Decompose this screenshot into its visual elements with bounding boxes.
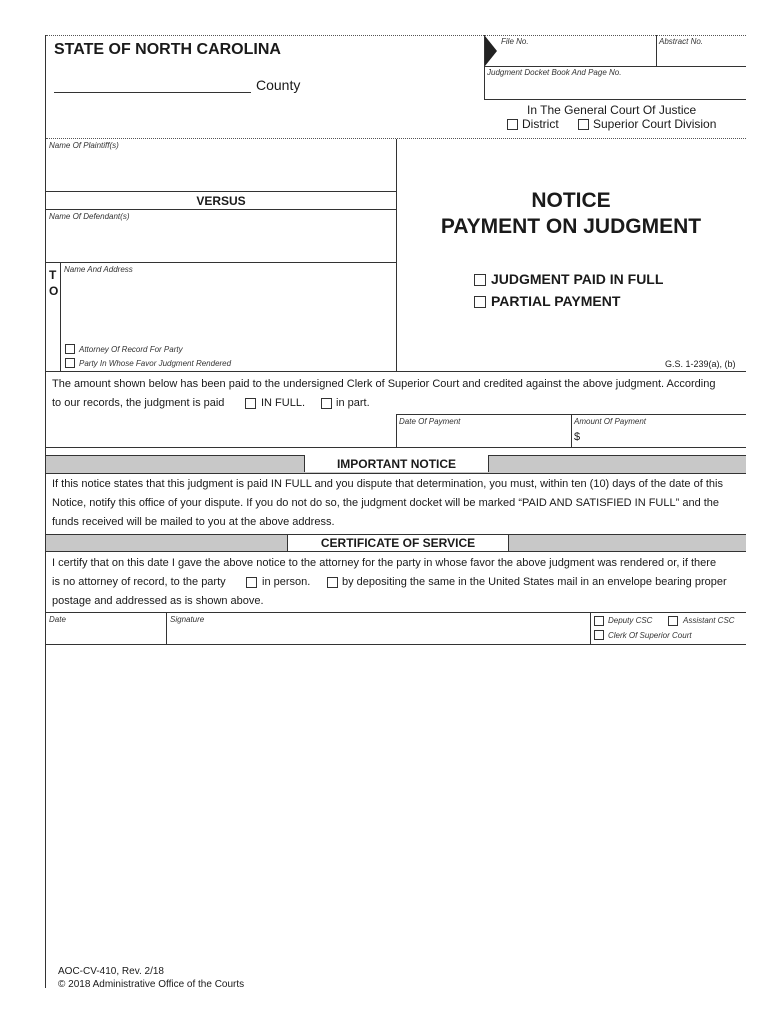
to-divider xyxy=(60,263,61,371)
to-letter-o: O xyxy=(49,284,59,298)
abstract-no-label: Abstract No. xyxy=(659,37,704,46)
notice-title: NOTICE xyxy=(531,189,611,212)
judgment-docket-label: Judgment Docket Book And Page No. xyxy=(487,68,622,77)
plaintiff-label: Name Of Plaintiff(s) xyxy=(49,141,119,150)
deputy-csc-label: Deputy CSC xyxy=(608,616,653,625)
versus-bottom xyxy=(46,209,396,210)
defendant-field[interactable] xyxy=(49,223,393,259)
paid-in-full-label: JUDGMENT PAID IN FULL xyxy=(491,271,664,287)
payment-fields-mid xyxy=(571,414,572,447)
amount-of-payment-label: Amount Of Payment xyxy=(574,417,647,426)
superior-label: Superior Court Division xyxy=(593,117,717,131)
in-part-checkbox[interactable] xyxy=(321,398,332,409)
county-line xyxy=(54,92,251,93)
service-date-field[interactable] xyxy=(49,626,163,642)
important-heading: IMPORTANT NOTICE xyxy=(304,455,489,472)
in-person-label: in person. xyxy=(262,576,311,588)
important-line-3: funds received will be mailed to you at the above address. xyxy=(52,516,335,528)
defendant-label: Name Of Defendant(s) xyxy=(49,212,130,221)
payment-paid-prefix: to our records, the judgment is paid xyxy=(52,397,225,409)
certificate-line-2-prefix: is no attorney of record, to the party xyxy=(52,576,226,588)
paid-in-full-checkbox[interactable] xyxy=(474,274,486,286)
signature-divider-2 xyxy=(590,612,591,644)
corner-triangle-icon xyxy=(485,36,497,66)
assistant-csc-label: Assistant CSC xyxy=(683,616,735,625)
versus-label: VERSUS xyxy=(196,194,246,208)
attorney-checkbox[interactable] xyxy=(65,344,75,354)
left-border xyxy=(45,35,46,988)
abstract-box-left xyxy=(656,35,657,66)
in-full-checkbox[interactable] xyxy=(245,398,256,409)
assistant-csc-checkbox[interactable] xyxy=(668,616,678,626)
court-name: In The General Court Of Justice xyxy=(527,103,697,117)
abstract-no-field[interactable] xyxy=(659,48,744,64)
defendant-bottom xyxy=(46,262,396,263)
clerk-checkbox[interactable] xyxy=(594,630,604,640)
name-address-field[interactable] xyxy=(64,277,392,339)
certificate-line-1: I certify that on this date I gave the above notice to the attorney for the party in whose favor the above judgment was rendered or, if there xyxy=(52,557,717,569)
plaintiff-bottom xyxy=(46,191,396,192)
partial-payment-label: PARTIAL PAYMENT xyxy=(491,293,621,309)
file-no-label: File No. xyxy=(501,37,529,46)
certificate-heading: CERTIFICATE OF SERVICE xyxy=(287,535,509,551)
payment-fields-left xyxy=(396,414,397,447)
in-person-checkbox[interactable] xyxy=(246,577,257,588)
date-of-payment-field[interactable] xyxy=(399,429,567,445)
superior-checkbox[interactable] xyxy=(578,119,589,130)
copyright: © 2018 Administrative Office of the Courts xyxy=(58,979,245,990)
by-mail-label: by depositing the same in the United States mail in an envelope bearing proper xyxy=(342,576,727,588)
important-line-2: Notice, notify this office of your dispute. If you do not do so, the judgment docket will be marked “PAID AND SATISFIED IN FULL” and the xyxy=(52,497,720,509)
payment-statement: The amount shown below has been paid to the undersigned Clerk of Superior Court and credited against the above judgment. According xyxy=(52,378,716,390)
by-mail-checkbox[interactable] xyxy=(327,577,338,588)
date-label: Date xyxy=(49,615,66,624)
in-part-label: in part. xyxy=(336,397,370,409)
signature-row-bottom xyxy=(46,644,746,645)
name-address-label: Name And Address xyxy=(64,265,133,274)
signature-divider-1 xyxy=(166,612,167,644)
amount-of-payment-field[interactable] xyxy=(583,429,743,445)
file-box-bottom xyxy=(484,99,746,100)
parties-divider xyxy=(396,139,397,371)
clerk-label: Clerk Of Superior Court xyxy=(608,631,692,640)
payment-bottom xyxy=(46,447,746,448)
partial-payment-checkbox[interactable] xyxy=(474,296,486,308)
payment-title: PAYMENT ON JUDGMENT xyxy=(440,215,702,238)
statute-ref: G.S. 1-239(a), (b) xyxy=(665,359,736,369)
signature-field[interactable] xyxy=(170,626,586,642)
top-border xyxy=(46,35,746,36)
file-no-field[interactable] xyxy=(497,48,652,64)
judgment-docket-field[interactable] xyxy=(487,79,742,97)
district-label: District xyxy=(522,117,559,131)
signature-label: Signature xyxy=(170,615,205,624)
to-letter-t: T xyxy=(49,268,57,282)
state-title: STATE OF NORTH CAROLINA xyxy=(54,41,281,58)
plaintiff-field[interactable] xyxy=(49,152,393,188)
form-id: AOC-CV-410, Rev. 2/18 xyxy=(58,966,164,977)
deputy-csc-checkbox[interactable] xyxy=(594,616,604,626)
date-of-payment-label: Date Of Payment xyxy=(399,417,461,426)
certificate-line-3: postage and addressed as is shown above. xyxy=(52,595,264,607)
important-line-1: If this notice states that this judgment is paid IN FULL and you dispute that determination, you must, within ten (10) days of the date of this xyxy=(52,478,723,490)
attorney-label: Attorney Of Record For Party xyxy=(79,345,183,354)
in-full-label: IN FULL. xyxy=(261,397,306,409)
county-label: County xyxy=(256,77,301,93)
district-checkbox[interactable] xyxy=(507,119,518,130)
party-favor-label: Party In Whose Favor Judgment Rendered xyxy=(79,359,232,368)
file-box-mid xyxy=(484,66,746,67)
currency-sign: $ xyxy=(574,431,581,443)
parties-bottom xyxy=(46,371,746,372)
signature-row-top xyxy=(46,612,746,613)
party-favor-checkbox[interactable] xyxy=(65,358,75,368)
